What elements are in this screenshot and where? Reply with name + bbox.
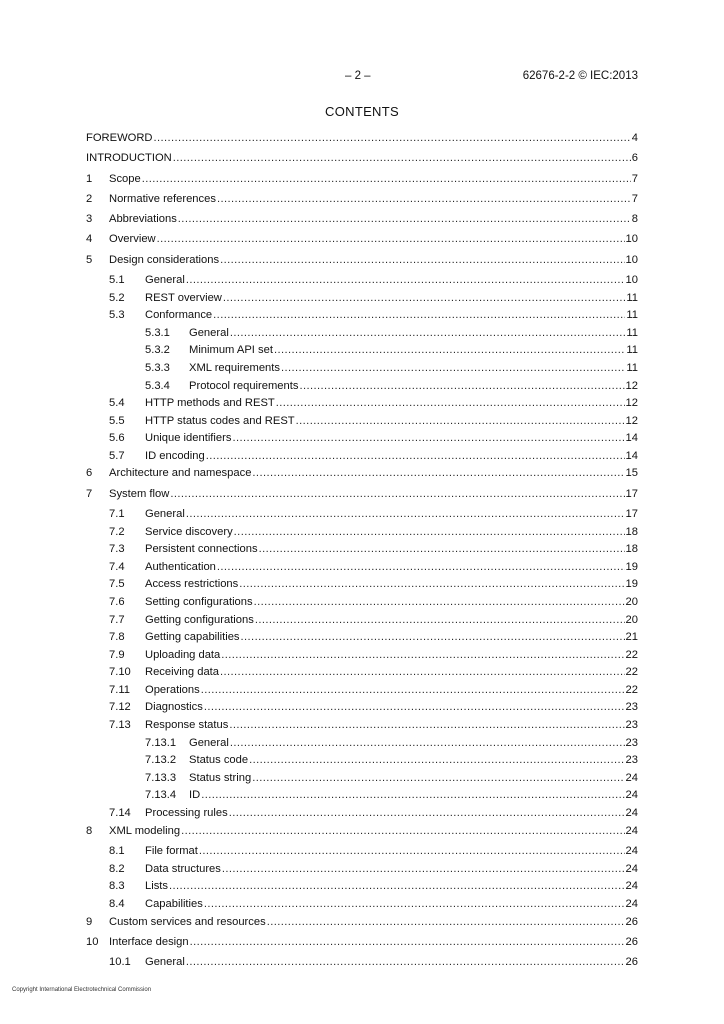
toc-entry-page: 11 xyxy=(626,362,638,374)
toc-entry-number: 5.1 xyxy=(109,274,125,286)
toc-entry-title: Getting configurations xyxy=(145,614,254,626)
toc-entry-title: ID encoding xyxy=(145,450,205,462)
toc-entry-title: Processing rules xyxy=(145,807,228,819)
toc-entry[interactable] xyxy=(86,805,638,821)
toc-leader-dots xyxy=(222,861,625,877)
toc-entry-title: Design considerations xyxy=(109,254,220,266)
toc-entry-number: 8.2 xyxy=(109,863,125,875)
toc-entry[interactable] xyxy=(86,342,638,358)
toc-entry-page: 18 xyxy=(625,543,638,555)
toc-entry-number: 5.3.4 xyxy=(145,380,170,392)
toc-entry-page: 10 xyxy=(625,274,638,286)
toc-entry[interactable] xyxy=(86,612,638,628)
toc-entry-title: File format xyxy=(145,845,198,857)
toc-entry-title: Persistent connections xyxy=(145,543,258,555)
toc-entry-page: 23 xyxy=(625,754,638,766)
toc-entry[interactable] xyxy=(86,752,638,768)
toc-leader-dots xyxy=(252,770,624,786)
toc-leader-dots xyxy=(181,823,624,839)
toc-entry-title: Uploading data xyxy=(145,649,221,661)
toc-entry-page: 23 xyxy=(625,737,638,749)
toc-entry-page: 24 xyxy=(625,863,638,875)
toc-leader-dots xyxy=(221,647,624,663)
toc-entry-title: Status code xyxy=(189,754,249,766)
toc-entry-page: 4 xyxy=(631,132,638,144)
toc-leader-dots xyxy=(274,342,625,358)
toc-entry-page: 26 xyxy=(625,956,638,968)
toc-entry-page: 24 xyxy=(625,845,638,857)
toc-leader-dots xyxy=(157,231,625,247)
toc-leader-dots xyxy=(281,360,625,376)
toc-entry-page: 10 xyxy=(625,233,638,245)
toc-entry[interactable] xyxy=(86,559,638,575)
toc-leader-dots xyxy=(217,559,625,575)
toc-entry-page: 12 xyxy=(625,380,638,392)
toc-entry-number: 5.5 xyxy=(109,415,125,427)
toc-entry-title: Status string xyxy=(189,772,252,784)
toc-leader-dots xyxy=(252,465,624,481)
toc-entry-title: HTTP status codes and REST xyxy=(145,415,295,427)
toc-leader-dots xyxy=(199,843,625,859)
toc-entry[interactable] xyxy=(86,594,638,610)
toc-entry-number: 5.3.1 xyxy=(145,327,170,339)
toc-entry[interactable] xyxy=(86,823,638,839)
toc-entry[interactable] xyxy=(86,896,638,912)
toc-entry-title: HTTP methods and REST xyxy=(145,397,275,409)
toc-leader-dots xyxy=(170,486,624,502)
toc-entry-number: 8.1 xyxy=(109,845,125,857)
toc-leader-dots xyxy=(204,699,625,715)
toc-entry-number: 7.3 xyxy=(109,543,125,555)
toc-entry-title: General xyxy=(189,327,229,339)
toc-entry[interactable] xyxy=(86,787,638,803)
toc-entry[interactable] xyxy=(86,878,638,894)
toc-entry-number: 7.13.4 xyxy=(145,789,177,801)
toc-entry-title: Data structures xyxy=(145,863,221,875)
toc-entry-number: 5.7 xyxy=(109,450,125,462)
toc-entry-title: Protocol requirements xyxy=(189,380,299,392)
toc-entry[interactable] xyxy=(86,699,638,715)
toc-entry-title: XML modeling xyxy=(109,825,181,837)
toc-leader-dots xyxy=(230,735,625,751)
page-number: – 2 – xyxy=(345,70,371,82)
toc-entry-number: 7.13.3 xyxy=(145,772,177,784)
toc-entry-number: 5 xyxy=(86,254,93,266)
toc-entry-title: Service discovery xyxy=(145,526,233,538)
toc-leader-dots xyxy=(229,805,625,821)
toc-entry-title: INTRODUCTION xyxy=(86,152,172,164)
toc-entry[interactable] xyxy=(86,465,638,481)
page-title: CONTENTS xyxy=(325,104,399,119)
toc-entry-number: 8.4 xyxy=(109,898,125,910)
toc-entry-number: 3 xyxy=(86,213,93,225)
toc-entry-number: 7.13 xyxy=(109,719,131,731)
toc-entry-page: 24 xyxy=(625,807,638,819)
toc-entry-number: 7.13.2 xyxy=(145,754,177,766)
toc-leader-dots xyxy=(142,171,631,187)
toc-entry-page: 19 xyxy=(625,578,638,590)
toc-leader-dots xyxy=(201,787,624,803)
toc-entry-page: 7 xyxy=(631,173,638,185)
toc-entry-page: 14 xyxy=(625,432,638,444)
toc-leader-dots xyxy=(296,413,625,429)
toc-entry[interactable] xyxy=(86,191,638,207)
toc-entry-page: 17 xyxy=(625,488,638,500)
toc-entry-title: System flow xyxy=(109,488,170,500)
toc-entry-number: 9 xyxy=(86,916,93,928)
toc-entry[interactable] xyxy=(86,430,638,446)
toc-entry[interactable] xyxy=(86,252,638,268)
toc-entry[interactable] xyxy=(86,231,638,247)
toc-entry[interactable] xyxy=(86,307,638,323)
toc-leader-dots xyxy=(230,325,626,341)
toc-entry-page: 14 xyxy=(625,450,638,462)
toc-leader-dots xyxy=(186,954,625,970)
toc-entry[interactable] xyxy=(86,325,638,341)
toc-entry-number: 7.6 xyxy=(109,596,125,608)
toc-entry-page: 12 xyxy=(625,397,638,409)
toc-entry-title: Scope xyxy=(109,173,141,185)
toc-entry-number: 7.14 xyxy=(109,807,131,819)
toc-entry-title: Diagnostics xyxy=(145,701,203,713)
toc-entry[interactable] xyxy=(86,150,638,166)
toc-entry-page: 7 xyxy=(631,193,638,205)
toc-entry-page: 24 xyxy=(625,880,638,892)
toc-entry-page: 11 xyxy=(626,344,638,356)
toc-entry-number: 7.5 xyxy=(109,578,125,590)
toc-leader-dots xyxy=(217,191,631,207)
toc-entry-title: General xyxy=(145,274,185,286)
toc-entry[interactable] xyxy=(86,171,638,187)
toc-entry-page: 19 xyxy=(625,561,638,573)
toc-entry-title: Unique identifiers xyxy=(145,432,232,444)
toc-entry[interactable] xyxy=(86,524,638,540)
toc-entry-title: Authentication xyxy=(145,561,216,573)
toc-entry-number: 5.2 xyxy=(109,292,125,304)
toc-entry-page: 21 xyxy=(625,631,638,643)
toc-entry[interactable] xyxy=(86,360,638,376)
toc-entry-page: 15 xyxy=(625,467,638,479)
toc-entry-number: 7.11 xyxy=(109,684,130,696)
toc-entry-number: 6 xyxy=(86,467,93,479)
toc-leader-dots xyxy=(232,430,624,446)
toc-entry-page: 24 xyxy=(625,898,638,910)
toc-entry-page: 17 xyxy=(625,508,638,520)
toc-entry-page: 11 xyxy=(626,327,638,339)
toc-entry-title: Minimum API set xyxy=(189,344,273,356)
toc-entry-number: 7.10 xyxy=(109,666,131,678)
toc-entry[interactable] xyxy=(86,448,638,464)
toc-entry-page: 10 xyxy=(625,254,638,266)
toc-leader-dots xyxy=(299,378,624,394)
toc-entry-number: 5.4 xyxy=(109,397,125,409)
toc-entry-number: 1 xyxy=(86,173,93,185)
toc-entry-page: 20 xyxy=(625,596,638,608)
toc-entry[interactable] xyxy=(86,486,638,502)
toc-leader-dots xyxy=(213,307,625,323)
toc-entry-number: 7 xyxy=(86,488,93,500)
toc-entry-page: 12 xyxy=(625,415,638,427)
toc-entry[interactable] xyxy=(86,954,638,970)
toc-leader-dots xyxy=(173,150,631,166)
toc-entry-title: Response status xyxy=(145,719,229,731)
toc-entry-title: General xyxy=(145,508,185,520)
toc-leader-dots xyxy=(267,914,625,930)
toc-entry-number: 7.9 xyxy=(109,649,125,661)
toc-entry-title: Receiving data xyxy=(145,666,220,678)
toc-entry[interactable] xyxy=(86,506,638,522)
toc-leader-dots xyxy=(190,934,625,950)
toc-entry-page: 20 xyxy=(625,614,638,626)
toc-entry[interactable] xyxy=(86,413,638,429)
toc-entry-title: XML requirements xyxy=(189,362,280,374)
toc-entry-title: Interface design xyxy=(109,936,189,948)
toc-entry-number: 2 xyxy=(86,193,93,205)
toc-leader-dots xyxy=(206,448,625,464)
toc-entry-page: 22 xyxy=(625,649,638,661)
toc-leader-dots xyxy=(259,541,625,557)
toc-entry-page: 26 xyxy=(625,916,638,928)
toc-entry-title: Abbreviations xyxy=(109,213,177,225)
toc-leader-dots xyxy=(201,682,625,698)
toc-entry-page: 23 xyxy=(625,719,638,731)
toc-leader-dots xyxy=(186,272,625,288)
toc-entry[interactable] xyxy=(86,735,638,751)
toc-entry-title: General xyxy=(145,956,185,968)
toc-entry-page: 11 xyxy=(626,292,638,304)
toc-entry-title: Lists xyxy=(145,880,169,892)
toc-entry-page: 8 xyxy=(631,213,638,225)
toc-entry[interactable] xyxy=(86,378,638,394)
toc-entry[interactable] xyxy=(86,682,638,698)
toc-entry[interactable] xyxy=(86,843,638,859)
toc-entry-page: 22 xyxy=(625,666,638,678)
toc-entry-title: ID xyxy=(189,789,201,801)
toc-entry-title: Access restrictions xyxy=(145,578,239,590)
toc-entry-page: 24 xyxy=(625,789,638,801)
toc-entry-number: 5.3 xyxy=(109,309,125,321)
toc-entry-title: Conformance xyxy=(145,309,213,321)
toc-leader-dots xyxy=(220,664,625,680)
toc-entry-number: 7.8 xyxy=(109,631,125,643)
toc-leader-dots xyxy=(223,290,625,306)
toc-leader-dots xyxy=(254,594,625,610)
toc-entry-title: Overview xyxy=(109,233,156,245)
toc-entry-number: 5.3.3 xyxy=(145,362,170,374)
toc-entry-number: 5.3.2 xyxy=(145,344,170,356)
toc-entry[interactable] xyxy=(86,395,638,411)
toc-entry-title: Getting capabilities xyxy=(145,631,240,643)
toc-entry-number: 7.7 xyxy=(109,614,125,626)
toc-entry[interactable] xyxy=(86,290,638,306)
toc-leader-dots xyxy=(169,878,625,894)
toc-leader-dots xyxy=(239,576,624,592)
toc-entry-title: Normative references xyxy=(109,193,216,205)
toc-entry-title: Operations xyxy=(145,684,200,696)
toc-entry[interactable] xyxy=(86,647,638,663)
toc-leader-dots xyxy=(276,395,625,411)
toc-entry-page: 22 xyxy=(625,684,638,696)
toc-entry[interactable] xyxy=(86,211,638,227)
toc-leader-dots xyxy=(154,130,631,146)
toc-entry-number: 7.4 xyxy=(109,561,125,573)
toc-leader-dots xyxy=(186,506,625,522)
toc-entry-number: 10.1 xyxy=(109,956,131,968)
toc-entry[interactable] xyxy=(86,934,638,950)
toc-entry-page: 6 xyxy=(631,152,638,164)
toc-entry-title: Setting configurations xyxy=(145,596,253,608)
page-header xyxy=(0,70,724,86)
toc-entry-page: 24 xyxy=(625,825,638,837)
toc-entry-title: Architecture and namespace xyxy=(109,467,252,479)
toc-entry-page: 23 xyxy=(625,701,638,713)
toc-leader-dots xyxy=(255,612,625,628)
toc-leader-dots xyxy=(220,252,624,268)
toc-entry-title: REST overview xyxy=(145,292,222,304)
toc-entry-title: General xyxy=(189,737,229,749)
toc-entry-number: 4 xyxy=(86,233,93,245)
toc-entry[interactable] xyxy=(86,861,638,877)
toc-entry[interactable] xyxy=(86,914,638,930)
toc-entry-number: 10 xyxy=(86,936,99,948)
toc-leader-dots xyxy=(229,717,624,733)
toc-leader-dots xyxy=(204,896,625,912)
toc-entry-number: 7.12 xyxy=(109,701,131,713)
toc-leader-dots xyxy=(234,524,625,540)
toc-entry[interactable] xyxy=(86,664,638,680)
toc-entry-title: Custom services and resources xyxy=(109,916,266,928)
toc-entry-number: 7.1 xyxy=(109,508,125,520)
toc-leader-dots xyxy=(178,211,631,227)
toc-entry[interactable] xyxy=(86,541,638,557)
toc-entry-number: 7.13.1 xyxy=(145,737,177,749)
toc-entry-number: 5.6 xyxy=(109,432,125,444)
copyright-footer: Copyright International Electrotechnical Commission xyxy=(12,987,152,993)
toc-entry-title: Capabilities xyxy=(145,898,203,910)
toc-entry[interactable] xyxy=(86,629,638,645)
document-id: 62676-2-2 © IEC:2013 xyxy=(522,70,638,82)
toc-entry-number: 8 xyxy=(86,825,93,837)
toc-entry-number: 7.2 xyxy=(109,526,125,538)
toc-entry-page: 11 xyxy=(626,309,638,321)
toc-entry-page: 24 xyxy=(625,772,638,784)
toc-entry-title: FOREWORD xyxy=(86,132,153,144)
toc-leader-dots xyxy=(249,752,624,768)
toc-entry-page: 26 xyxy=(625,936,638,948)
toc-entry[interactable] xyxy=(86,770,638,786)
toc-leader-dots xyxy=(241,629,625,645)
toc-entry[interactable] xyxy=(86,576,638,592)
toc-entry[interactable] xyxy=(86,272,638,288)
toc-entry-page: 18 xyxy=(625,526,638,538)
toc-entry[interactable] xyxy=(86,130,638,146)
toc-entry-number: 8.3 xyxy=(109,880,125,892)
toc-entry[interactable] xyxy=(86,717,638,733)
